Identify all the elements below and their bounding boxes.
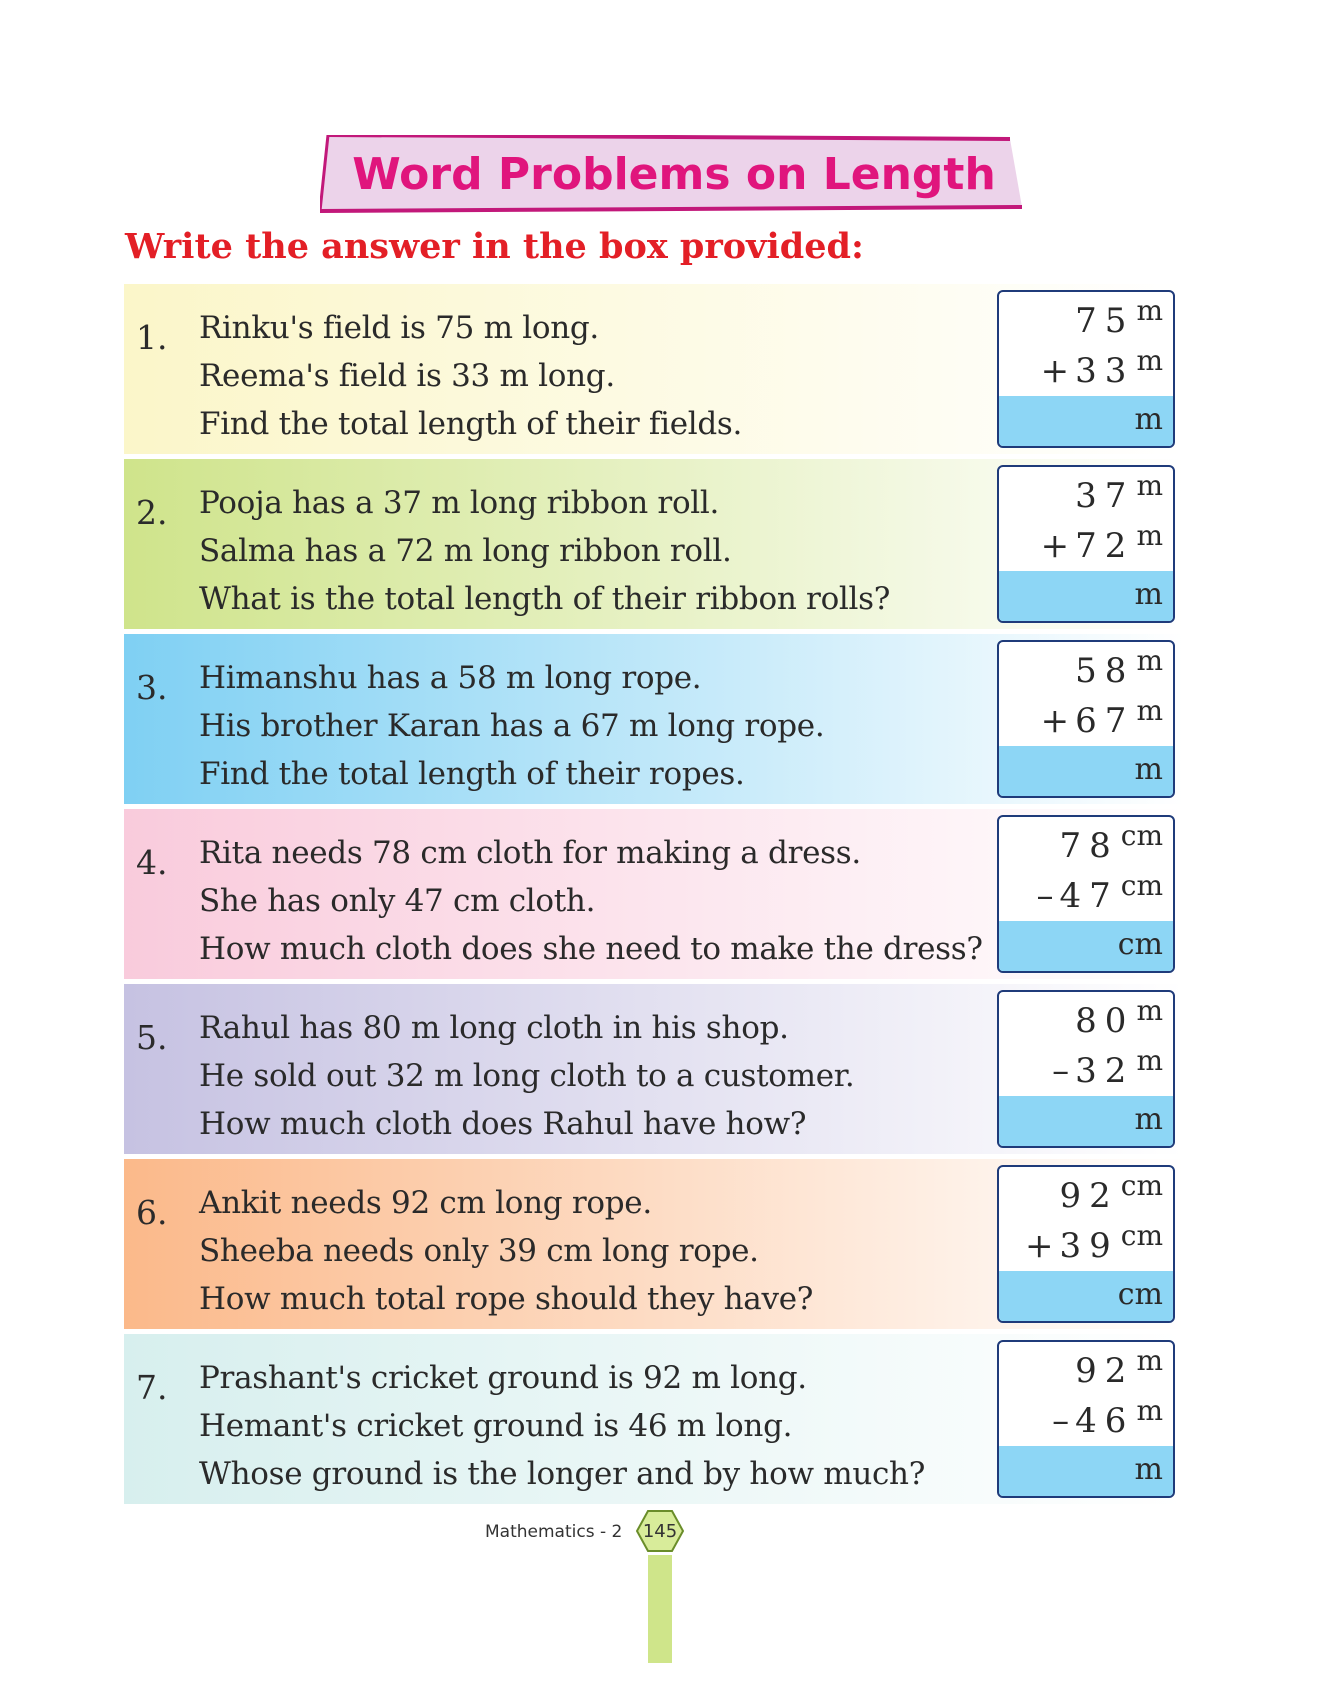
- operator-sign: +: [1040, 351, 1070, 391]
- operand-value: 92: [1075, 1351, 1135, 1391]
- unit-label: m: [1134, 577, 1163, 612]
- unit-label: m: [1136, 1344, 1163, 1377]
- title-banner: [320, 135, 1022, 213]
- problem-line: How much cloth does she need to make the dress?: [199, 931, 983, 967]
- operator-sign: +: [1025, 1226, 1054, 1266]
- problem-line: Rinku's field is 75 m long.: [199, 310, 599, 346]
- problem-row: [124, 284, 1184, 454]
- operand-value: 80: [1075, 1001, 1135, 1041]
- unit-label: m: [1134, 1102, 1163, 1137]
- footer-label: Mathematics - 2: [485, 1522, 623, 1542]
- operand-value: 33: [1075, 351, 1135, 391]
- second-operand: [1052, 1044, 1163, 1094]
- problem-number: 7.: [136, 1368, 168, 1407]
- unit-label: m: [1136, 1044, 1163, 1077]
- problem-text: [199, 654, 824, 798]
- problem-line: Himanshu has a 58 m long rope.: [199, 660, 702, 696]
- answer-field[interactable]: [999, 921, 1173, 971]
- problem-line: Salma has a 72 m long ribbon roll.: [199, 533, 732, 569]
- answer-field[interactable]: [999, 1271, 1173, 1321]
- problem-number: 3.: [136, 668, 168, 707]
- problem-line: How much total rope should they have?: [199, 1281, 814, 1317]
- first-operand: [1075, 1344, 1163, 1394]
- problem-line: Whose ground is the longer and by how much?: [199, 1456, 926, 1492]
- answer-box: [997, 640, 1175, 798]
- unit-label: cm: [1120, 869, 1163, 902]
- problem-row: [124, 634, 1184, 804]
- answer-box: [997, 1340, 1175, 1498]
- first-operand: [1075, 994, 1163, 1044]
- answer-field[interactable]: [999, 396, 1173, 446]
- problem-line: Hemant's cricket ground is 46 m long.: [199, 1408, 793, 1444]
- operator-sign: –: [1036, 876, 1054, 916]
- problem-line: Prashant's cricket ground is 92 m long.: [199, 1360, 807, 1396]
- problem-line: Ankit needs 92 cm long rope.: [199, 1185, 652, 1221]
- second-operand: [1052, 1394, 1163, 1444]
- footer-accent-bar: [648, 1555, 672, 1663]
- operator-sign: +: [1040, 526, 1070, 566]
- answer-box: [997, 990, 1175, 1148]
- operator-sign: +: [1040, 701, 1070, 741]
- problem-line: She has only 47 cm cloth.: [199, 883, 596, 919]
- problem-line: Pooja has a 37 m long ribbon roll.: [199, 485, 720, 521]
- problem-row: [124, 809, 1184, 979]
- unit-label: m: [1136, 294, 1163, 327]
- operand-value: 67: [1075, 701, 1135, 741]
- page-title: Word Problems on Length: [352, 148, 996, 200]
- operand-value: 32: [1075, 1051, 1135, 1091]
- unit-label: m: [1136, 469, 1163, 502]
- problem-line: He sold out 32 m long cloth to a customer.: [199, 1058, 855, 1094]
- problem-line: What is the total length of their ribbon rolls?: [199, 581, 891, 617]
- first-operand: [1075, 469, 1163, 519]
- answer-field[interactable]: [999, 746, 1173, 796]
- operand-value: 92: [1059, 1176, 1119, 1216]
- second-operand: [1041, 694, 1163, 744]
- problem-row: [124, 984, 1184, 1154]
- first-operand: [1075, 294, 1163, 344]
- problem-number: 2.: [136, 493, 168, 532]
- first-operand: [1060, 1169, 1164, 1219]
- problem-number: 5.: [136, 1018, 168, 1057]
- problem-text: [199, 829, 983, 973]
- operand-value: 39: [1059, 1226, 1119, 1266]
- problem-line: His brother Karan has a 67 m long rope.: [199, 708, 825, 744]
- problem-text: [199, 304, 742, 448]
- operand-value: 37: [1075, 476, 1135, 516]
- answer-field[interactable]: [999, 1096, 1173, 1146]
- problem-line: Reema's field is 33 m long.: [199, 358, 615, 394]
- answer-box: [997, 465, 1175, 623]
- problem-text: [199, 479, 890, 623]
- unit-label: m: [1136, 519, 1163, 552]
- problem-text: [199, 1004, 854, 1148]
- answer-field[interactable]: [999, 571, 1173, 621]
- instruction-text: Write the answer in the box provided:: [125, 226, 864, 267]
- operand-value: 75: [1075, 301, 1135, 341]
- unit-label: m: [1134, 1452, 1163, 1487]
- answer-box: [997, 815, 1175, 973]
- operand-value: 72: [1075, 526, 1135, 566]
- unit-label: cm: [1120, 819, 1163, 852]
- answer-box: [997, 290, 1175, 448]
- second-operand: [1025, 1219, 1163, 1269]
- unit-label: m: [1136, 344, 1163, 377]
- problem-line: How much cloth does Rahul have how?: [199, 1106, 807, 1142]
- problem-number: 1.: [136, 318, 168, 357]
- problem-number: 6.: [136, 1193, 168, 1232]
- first-operand: [1075, 644, 1163, 694]
- unit-label: m: [1134, 752, 1163, 787]
- unit-label: m: [1136, 644, 1163, 677]
- operator-sign: –: [1052, 1401, 1070, 1441]
- second-operand: [1041, 344, 1163, 394]
- problem-line: Sheeba needs only 39 cm long rope.: [199, 1233, 759, 1269]
- problem-row: [124, 1334, 1184, 1504]
- problem-line: Find the total length of their fields.: [199, 406, 743, 442]
- problem-text: [199, 1179, 813, 1323]
- unit-label: cm: [1117, 1277, 1163, 1312]
- unit-label: m: [1136, 1394, 1163, 1427]
- unit-label: cm: [1120, 1169, 1163, 1202]
- problem-row: [124, 1159, 1184, 1329]
- operand-value: 46: [1075, 1401, 1135, 1441]
- problem-row: [124, 459, 1184, 629]
- unit-label: cm: [1117, 927, 1163, 962]
- unit-label: m: [1136, 694, 1163, 727]
- first-operand: [1060, 819, 1164, 869]
- problem-line: Find the total length of their ropes.: [199, 756, 745, 792]
- problem-number: 4.: [136, 843, 168, 882]
- second-operand: [1037, 869, 1164, 919]
- unit-label: m: [1136, 994, 1163, 1027]
- answer-box: [997, 1165, 1175, 1323]
- problem-line: Rita needs 78 cm cloth for making a dress.: [199, 835, 861, 871]
- operand-value: 58: [1075, 651, 1135, 691]
- operator-sign: –: [1052, 1051, 1070, 1091]
- unit-label: m: [1134, 402, 1163, 437]
- operand-value: 47: [1059, 876, 1119, 916]
- operand-value: 78: [1059, 826, 1119, 866]
- problem-line: Rahul has 80 m long cloth in his shop.: [199, 1010, 789, 1046]
- problem-text: [199, 1354, 925, 1498]
- unit-label: cm: [1120, 1219, 1163, 1252]
- second-operand: [1041, 519, 1163, 569]
- answer-field[interactable]: [999, 1446, 1173, 1496]
- page-number: 145: [642, 1520, 678, 1542]
